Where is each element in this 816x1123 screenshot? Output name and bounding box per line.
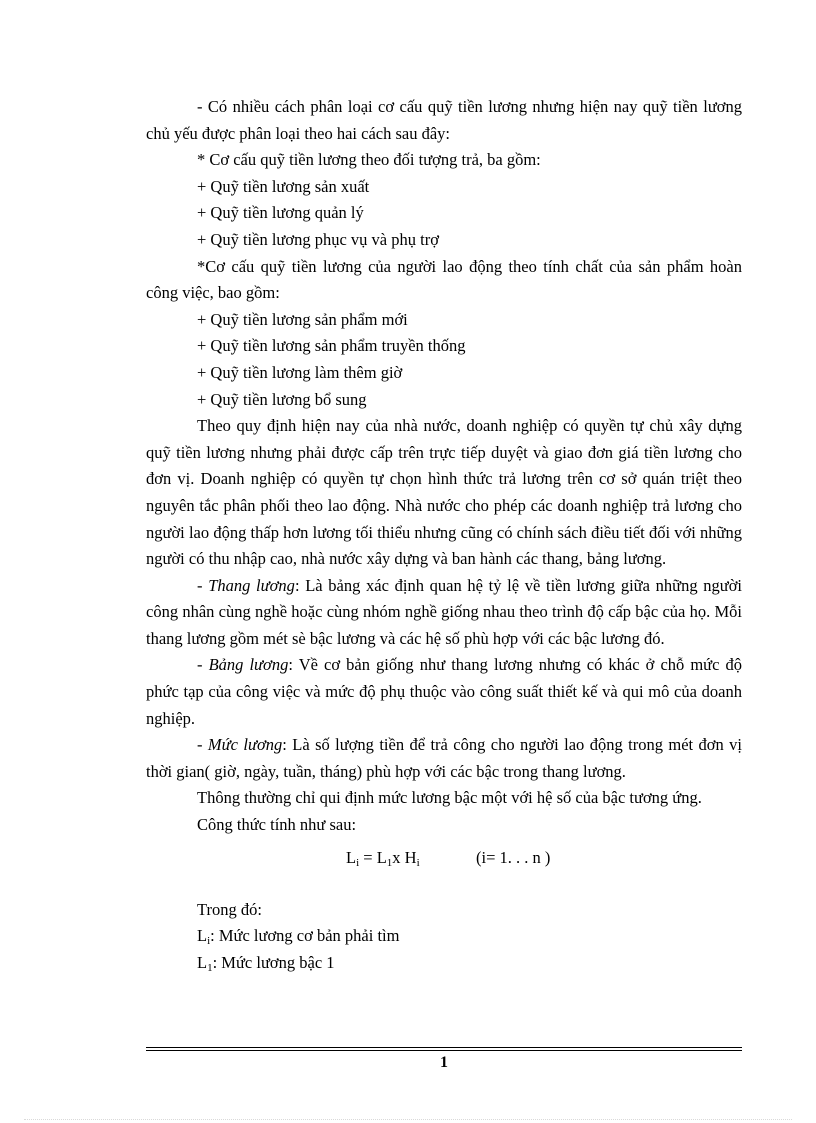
definition-term: Thang lương xyxy=(208,575,295,595)
regulation-paragraph: Theo quy định hiện nay của nhà nước, doanh nghiệp có quyền tự chủ xây dựng quỹ tiền lương nhưng phải được cấp trên trực tiếp duyệt và giao đơn giá tiền lương cho đơn vị. Doanh nghiệp có quyền tự chọn hình thức trả lương trên cơ sở quán triệt theo nguyên tắc phân phối theo lao động. Nhà nước cho phép các doanh nghiệp trả lương cho người lao động thấp hơn lương tối thiểu nhưng cũng có chính sách điều tiết đối với những người có thu nhập cao, nhà nước xây dựng và ban hành các thang, bảng lương. xyxy=(146,416,742,569)
definition-dash: - xyxy=(197,655,209,675)
definition-salary-table xyxy=(146,652,742,732)
structure-by-payee-heading: * Cơ cấu quỹ tiền lương theo đối tượng trả, ba gồm: xyxy=(197,150,541,170)
regulation-note: Thông thường chỉ qui định mức lương bậc một với hệ số của bậc tương ứng. xyxy=(197,788,702,808)
page-body xyxy=(146,94,742,976)
definition-text: : Về cơ bản giống như thang lương nhưng có khác ở chỗ mức độ phức tạp của công việc và mức độ phụ thuộc vào công suất thiết kế và qui mô của doanh nghiệp. xyxy=(146,655,743,728)
page-edge xyxy=(24,1119,792,1120)
definition-salary-scale xyxy=(146,573,742,653)
intro-paragraph: - Có nhiều cách phân loại cơ cấu quỹ tiền lương nhưng hiện nay quỹ tiền lương chủ yếu được phân loại theo hai cách sau đây: xyxy=(146,97,742,143)
footer-divider-double xyxy=(146,1050,742,1051)
list-item: + Quỹ tiền lương phục vụ và phụ trợ xyxy=(197,229,439,249)
definition-text: : Là số lượng tiền để trả công cho người lao động trong mét đơn vị thời gian( giờ, ngày, tuần, tháng) phù hợp với các bậc trong thang lương. xyxy=(146,735,742,781)
formula-expression: $L_i = L_1x$ $H_i$ xyxy=(346,847,420,869)
where-heading: Trong đó: xyxy=(197,899,262,919)
list-item: + Quỹ tiền lương sản phẩm truyền thống xyxy=(197,336,466,356)
where-item: $L_1$: Mức lương bậc 1 xyxy=(197,952,335,974)
page-number: 1 xyxy=(440,1054,448,1071)
definition-dash: - xyxy=(197,735,208,755)
list-item: + Quỹ tiền lương sản phẩm mới xyxy=(197,309,408,329)
formula-intro: Công thức tính như sau: xyxy=(197,815,357,835)
structure-by-product-heading: *Cơ cấu quỹ tiền lương của người lao động theo tính chất của sản phẩm hoàn công việc, bao gồm: xyxy=(146,256,742,303)
list-item: + Quỹ tiền lương bổ sung xyxy=(197,389,367,409)
definition-term: Mức lương xyxy=(207,735,283,755)
definition-text: : Là bảng xác định quan hệ tỷ lệ về tiền lương giữa những người công nhân cùng nghề hoặc cùng nhóm nghề giống nhau theo trình độ cấp bậc của họ. Mỗi thang lương gồm mét sè bậc lương và các hệ số phù hợp với các bậc lương đó. xyxy=(146,575,742,648)
definition-dash: - xyxy=(197,575,209,595)
formula-range: (i= 1. . . n ) xyxy=(476,847,551,867)
list-item: + Quỹ tiền lương quản lý xyxy=(197,203,364,223)
definition-salary-level xyxy=(146,732,742,785)
list-item: + Quỹ tiền lương sản xuất xyxy=(197,176,370,196)
salary-formula xyxy=(146,843,742,881)
definition-term: Bảng lương xyxy=(208,655,289,675)
list-item: + Quỹ tiền lương làm thêm giờ xyxy=(197,362,403,382)
footer-divider xyxy=(146,1047,742,1048)
where-item: $L_i$: Mức lương cơ bản phải tìm xyxy=(197,926,400,948)
spacer xyxy=(146,881,742,897)
